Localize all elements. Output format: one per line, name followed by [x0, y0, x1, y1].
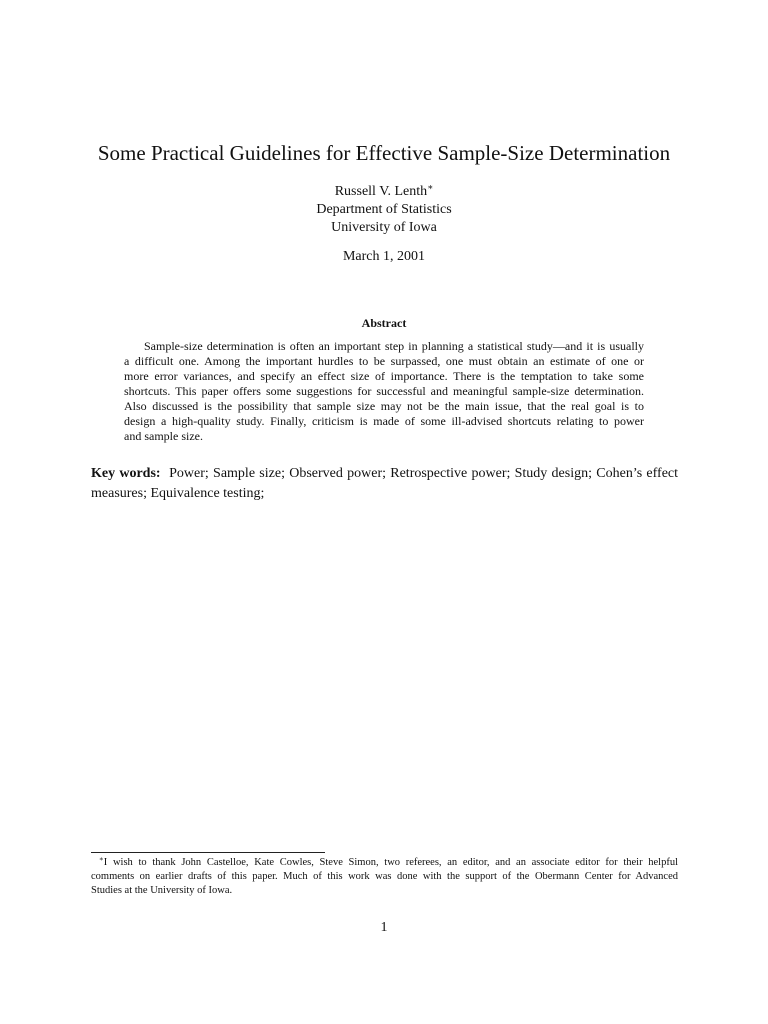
keywords-block: [91, 464, 678, 504]
author-block: [0, 183, 768, 237]
footnote: [91, 856, 678, 898]
keywords-text: Power; Sample size; Observed power; Retrospective power; Study design; Cohen’s effect: [169, 466, 679, 481]
abstract-line: Also discussed is the possibility that sample size may not be the main issue, that the real goal is to: [124, 399, 644, 413]
abstract-line: and sample size.: [124, 429, 203, 443]
footnote-line: Studies at the University of Iowa.: [91, 885, 233, 896]
footnote-divider: [91, 852, 325, 853]
footnote-text: I wish to thank John Castelloe, Kate Cowles, Steve Simon, two referees, an editor, and an associate editor for their helpful: [103, 857, 678, 868]
author-department: Department of Statistics: [316, 202, 452, 217]
author-name: Russell V. Lenth: [334, 184, 428, 199]
paper-date: March 1, 2001: [342, 249, 426, 264]
author-footnote-mark: ∗: [427, 182, 434, 192]
abstract-body: [124, 339, 644, 444]
page-number: 1: [380, 920, 388, 935]
keywords-label: Key words:: [91, 466, 161, 481]
paper-title: Some Practical Guidelines for Effective Sample-Size Determination: [97, 141, 671, 165]
abstract-line: a difficult one. Among the important hurdles to be surpassed, one must obtain an estimate of one or: [124, 354, 644, 368]
abstract-line: more error variances, and specify an effect size of importance. There is the temptation to take some: [124, 369, 644, 383]
footnote-line: comments on earlier drafts of this paper. Much of this work was done with the support of the Obermann Center for Advanced: [91, 871, 678, 882]
abstract-heading: Abstract: [361, 316, 407, 330]
footnote-line: [91, 856, 678, 870]
keywords-line-continued: measures; Equivalence testing;: [91, 486, 265, 501]
author-name-line: [0, 183, 768, 201]
abstract-line: Sample-size determination is often an important step in planning a statistical study—and it is usually: [144, 339, 644, 353]
footnote-mark: ∗: [99, 855, 104, 863]
author-university: University of Iowa: [331, 220, 437, 235]
keywords-line: [91, 464, 678, 484]
abstract-line: shortcuts. This paper offers some suggestions for successful and meaningful sample-size determination.: [124, 384, 644, 398]
abstract-line: design a high-quality study. Finally, criticism is made of some ill-advised shortcuts relating to power: [124, 414, 644, 428]
